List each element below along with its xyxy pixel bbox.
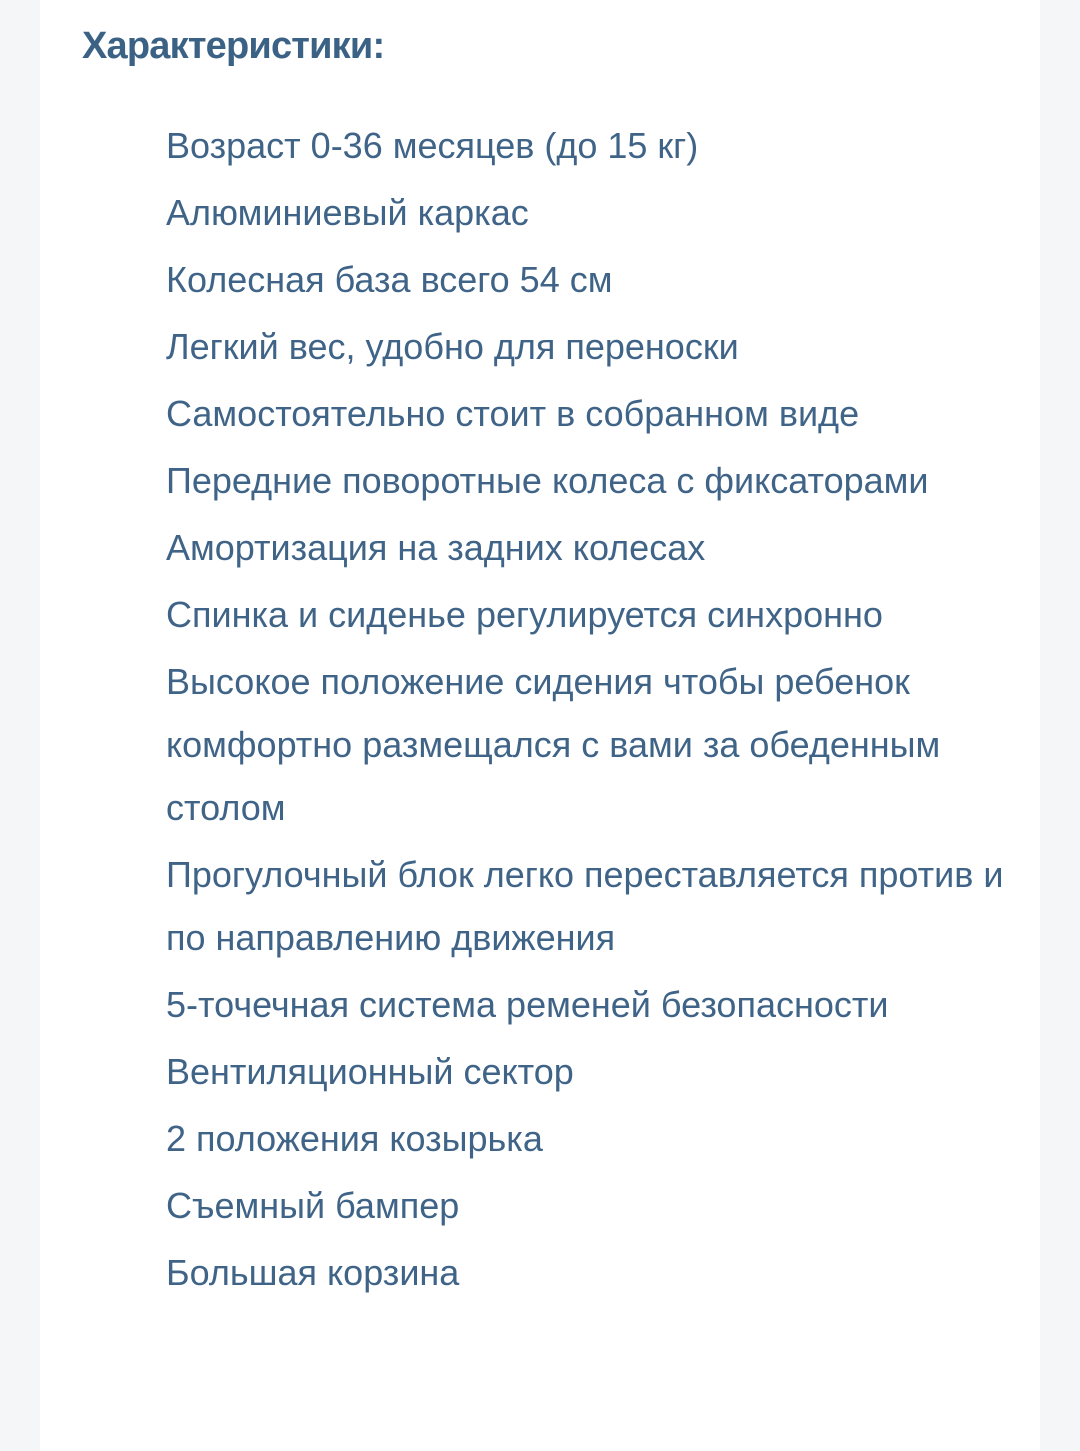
feature-item: Алюминиевый каркас	[166, 192, 529, 233]
feature-item: Колесная база всего 54 см	[166, 259, 613, 300]
feature-item: Большая корзина	[166, 1252, 460, 1293]
feature-item: Высокое положение сидения чтобы ребенок комфортно размещался с вами за обеденным столом	[166, 661, 941, 828]
feature-list	[166, 114, 1026, 1308]
section-title: Характеристики:	[82, 25, 385, 67]
feature-item: 5-точечная система ременей безопасности	[166, 984, 889, 1025]
feature-item: Вентиляционный сектор	[166, 1051, 574, 1092]
feature-item: Возраст 0-36 месяцев (до 15 кг)	[166, 125, 699, 166]
feature-item: Прогулочный блок легко переставляется против и по направлению движения	[166, 854, 1004, 958]
feature-item: 2 положения козырька	[166, 1118, 543, 1159]
feature-item: Амортизация на задних колесах	[166, 527, 706, 568]
feature-item: Самостоятельно стоит в собранном виде	[166, 393, 860, 434]
feature-item: Съемный бампер	[166, 1185, 460, 1226]
feature-item: Легкий вес, удобно для переноски	[166, 326, 739, 367]
feature-item: Передние поворотные колеса с фиксаторами	[166, 460, 929, 501]
feature-item: Спинка и сиденье регулируется синхронно	[166, 594, 883, 635]
